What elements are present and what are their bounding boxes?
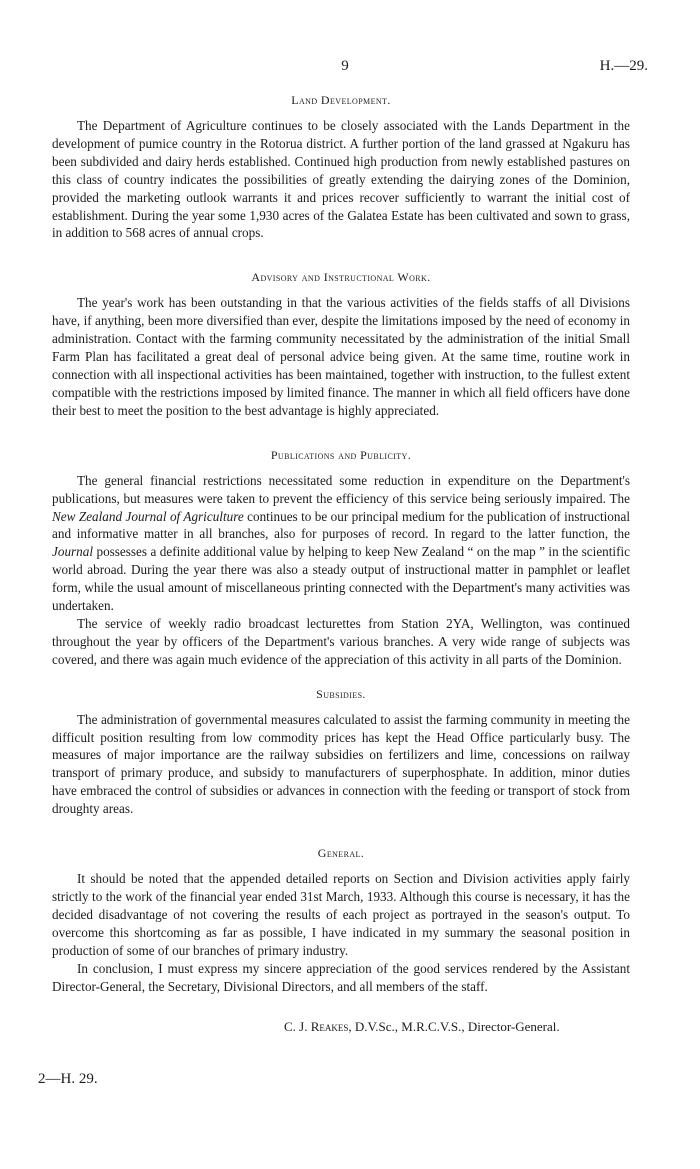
paragraph-text: In conclusion, I must express my sincere appreciation of the good services rendered by the Assistant Director-General, the Secretary, Divisional Directors, and all members of the staff. bbox=[52, 960, 630, 994]
signature bbox=[52, 1019, 630, 1035]
section-land-development bbox=[52, 93, 630, 242]
paragraph bbox=[52, 294, 630, 419]
journal-italic: Journal bbox=[52, 544, 94, 560]
paragraph-text: continues to be our principal medium for the publication of instructional and informative matter in all branches, also for purposes of record. In regard to the latter function, the bbox=[52, 508, 630, 542]
section-heading: Land Development. bbox=[291, 93, 391, 107]
section-heading: Subsidies. bbox=[316, 686, 366, 701]
paragraph-text: possesses a definite additional value by helping to keep New Zealand “ on the map ” in the scientific world abroad. During the year there was also a steady output of instructional matter in pamphlet or leaflet form, while the usual amount of miscellaneous printing connected with the Department's many activities was undertaken. bbox=[52, 544, 630, 614]
document-code: H.—29. bbox=[599, 58, 648, 74]
paragraph-text: The administration of governmental measures calculated to assist the farming community in meeting the difficult position resulting from low commodity prices has kept the Head Office particularly busy. The measures of major importance are the railway subsidies on fertilizers and lime, concessions on railway transport of primary produce, and subsidy to manufacturers of superphosphate. In addition, minor duties have embraced the control of subsidies or advances in connection with the feeding or transport of stock from droughty areas. bbox=[52, 711, 630, 817]
paragraph bbox=[52, 870, 630, 960]
paragraph bbox=[52, 960, 630, 996]
signatory-name: C. J. Reakes bbox=[284, 1019, 349, 1035]
section-heading: Publications and Publicity. bbox=[270, 447, 412, 462]
signatory-credentials: , D.V.Sc., M.R.C.V.S., Director-General. bbox=[348, 1019, 560, 1035]
section-publications-publicity bbox=[52, 448, 630, 669]
section-heading: General. bbox=[317, 846, 365, 861]
section-heading: Advisory and Instructional Work. bbox=[251, 270, 431, 285]
section-general bbox=[52, 846, 630, 995]
paragraph-text: The Department of Agriculture continues to be closely associated with the Lands Department in the development of pumice country in the Rotorua district. A further portion of the land grassed at Ngakuru has been subdivided and dairy herds established. Continued high production from newly established pastures on this class of country indicates the possibilities of greatly extending the dairying zones of the Dominion, provided the marketing outlook warrants it and prices recover sufficiently to warrant the initial cost of establishment. During the year some 1,930 acres of the Galatea Estate has been cultivated and sown to grass, in addition to 568 acres of annual crops. bbox=[52, 118, 630, 241]
paragraph-text: The general financial restrictions necessitated some reduction in expenditure on the Department's publications, but measures were taken to prevent the efficiency of this service being seriously impaired. The bbox=[52, 472, 630, 506]
paragraph-text: The service of weekly radio broadcast lecturettes from Station 2YA, Wellington, was continued throughout the year by officers of the Department's various branches. A very wide range of subjects was covered, and there was again much evidence of the appreciation of this activity in all parts of the Dominion. bbox=[52, 615, 630, 667]
paragraph bbox=[52, 711, 630, 818]
journal-title-italic: New Zealand Journal of Agriculture bbox=[52, 508, 244, 524]
section-subsidies bbox=[52, 687, 630, 818]
paragraph bbox=[52, 472, 630, 615]
paragraph-text: The year's work has been outstanding in that the various activities of the fields staffs of all Divisions have, if anything, been more diversified than ever, despite the limitations imposed by the need of economy in administration. Contact with the farming community necessitated by the administration of the initial Small Farm Plan has facilitated a great deal of personal advice being given. At the same time, routine work in connection with all inspectional activities has been maintained, together with instruction, to the fullest extent compatible with the restrictions imposed by limited finance. The manner in which all field officers have done their best to meet the position to the best advantage is highly appreciated. bbox=[52, 295, 630, 418]
paragraph-text: It should be noted that the appended detailed reports on Section and Division activities apply fairly strictly to the work of the financial year ended 31st March, 1933. Although this course is necessary, it has the decided disadvantage of not covering the results of each project as portrayed in the season's output. To overcome this shortcoming as far as possible, I have indicated in my summary the seasonal position in production of some of our branches of primary industry. bbox=[52, 871, 630, 958]
footer-code: 2—H. 29. bbox=[38, 1071, 98, 1087]
section-advisory-instructional-work bbox=[52, 270, 630, 419]
report-body bbox=[52, 93, 630, 1035]
paragraph bbox=[52, 615, 630, 669]
paragraph bbox=[52, 117, 630, 242]
page-number: 9 bbox=[341, 58, 349, 74]
